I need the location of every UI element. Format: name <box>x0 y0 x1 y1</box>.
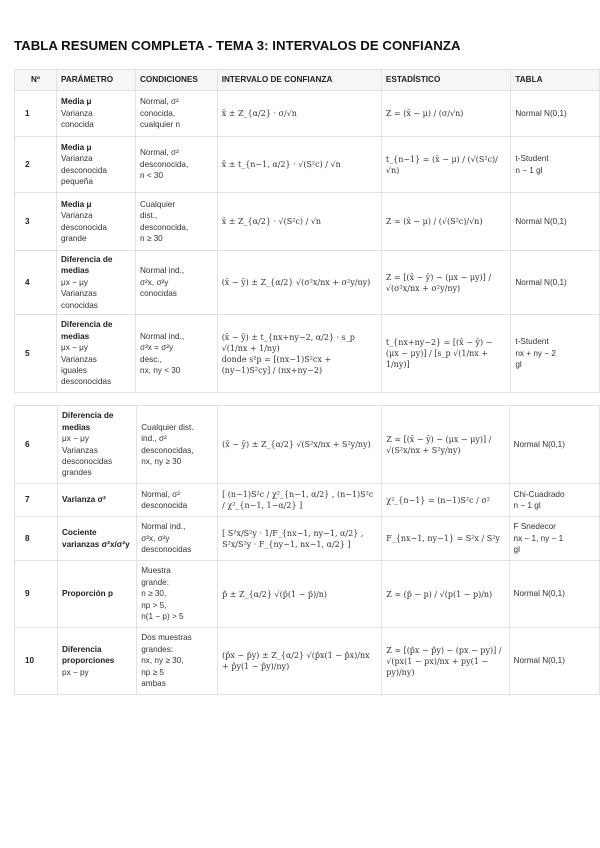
cell-line: Cualquier dist. <box>141 422 194 432</box>
cell-line: nx + ny − 2 <box>515 348 556 358</box>
cell-interval <box>218 561 382 628</box>
cell-stat <box>382 406 509 484</box>
cell-num: 7 <box>15 484 58 517</box>
cell-param <box>58 561 137 628</box>
cell-num: 10 <box>15 628 58 695</box>
cell-num: 2 <box>15 137 57 193</box>
cell-line: Normal ind., <box>141 522 186 532</box>
table-row <box>15 517 600 561</box>
header-param: PARÁMETRO <box>57 70 136 91</box>
param-name: Diferencia de medias <box>61 254 113 276</box>
cell-line: Varianza <box>61 108 93 118</box>
cell-num: 4 <box>15 251 57 315</box>
cell-dist <box>509 628 599 695</box>
cell-line: Z = (x̄ − μ) / (σ/√n) <box>385 109 464 118</box>
param-name: Cociente varianzas σ²x/σ²y <box>62 528 130 549</box>
cell-interval <box>217 251 381 315</box>
cell-line: ind., σ² <box>141 434 167 444</box>
cell-line: desconocidas <box>61 377 112 387</box>
cell-line: Z ≈ (p̂ − p) / √(p(1 − p)/n) <box>386 589 493 599</box>
cell-line: gl <box>513 545 520 555</box>
table-row <box>15 406 600 484</box>
cell-line: pequeña <box>61 176 93 186</box>
header-dist: TABLA <box>511 70 600 91</box>
cell-interval <box>217 315 381 393</box>
cell-line: n < 30 <box>140 171 164 181</box>
cell-num: 3 <box>15 193 57 251</box>
cell-interval <box>218 628 382 695</box>
cell-line: x̄ ± Z_{α/2} · σ/√n <box>221 109 297 118</box>
table-row <box>15 251 600 315</box>
cell-line: Normal N(0,1) <box>515 216 567 226</box>
cell-line: F_{nx−1, ny−1} = S²x / S²y <box>386 534 500 543</box>
cell-num: 1 <box>15 91 57 137</box>
cell-dist <box>509 406 599 484</box>
param-name: Proporción p <box>62 589 113 599</box>
cell-line: grande: <box>141 577 170 587</box>
cell-line: gl <box>515 360 522 370</box>
cell-line: Varianzas <box>62 445 98 455</box>
param-name: Varianza σ² <box>62 495 106 505</box>
cell-line: Z ≈ [(x̄ − ȳ) − (μx − μy)] / √(S²x/nx + S²y/ny) <box>386 434 492 455</box>
cell-line: Varianzas <box>61 289 97 299</box>
cell-line: F Snedecor <box>513 522 556 532</box>
cell-line: μx − μy <box>61 343 88 353</box>
cell-line: p̂ ± Z_{α/2} √(p̂(1 − p̂)/n) <box>222 589 328 599</box>
cell-param <box>57 251 136 315</box>
cell-cond <box>137 561 218 628</box>
cell-param <box>58 406 137 484</box>
cell-line: Normal N(0,1) <box>513 656 565 666</box>
cell-line: desconocida <box>61 222 107 232</box>
table-row <box>15 561 600 628</box>
cell-line: desconocida <box>141 501 188 510</box>
cell-num: 6 <box>15 406 58 484</box>
cell-stat <box>381 193 510 251</box>
cell-cond <box>136 193 218 251</box>
cell-line: desconocida, <box>140 222 189 232</box>
cell-line: Z = [(x̄ − ȳ) − (μx − μy)] / √(σ²x/nx + σ²y/ny) <box>385 272 492 293</box>
param-name: Media μ <box>61 97 92 107</box>
cell-line: Varianzas <box>61 354 97 364</box>
summary-table-part-2 <box>14 405 600 695</box>
table-row <box>15 628 600 695</box>
cell-dist <box>511 193 600 251</box>
header-interval: INTERVALO DE CONFIANZA <box>217 70 381 91</box>
cell-line: Chi-Cuadrado <box>513 489 565 499</box>
cell-line: Varianza <box>61 211 93 221</box>
header-cond: CONDICIONES <box>136 70 218 91</box>
cell-line: n − 1 gl <box>513 501 541 510</box>
cell-line: conocidas <box>140 289 177 299</box>
cell-line: nx, ny ≥ 30 <box>141 456 182 466</box>
cell-dist <box>511 91 600 137</box>
cell-param <box>58 484 137 517</box>
cell-line: n ≥ 30, <box>141 589 167 599</box>
document-title: TABLA RESUMEN COMPLETA - TEMA 3: INTERVALOS DE CONFIANZA <box>14 38 461 53</box>
param-name: Diferencia de medias <box>62 411 114 432</box>
cell-line: Varianza <box>61 154 93 164</box>
cell-line: Dos muestras <box>141 633 192 643</box>
cell-cond <box>136 251 218 315</box>
cell-stat <box>381 251 510 315</box>
cell-param <box>57 137 136 193</box>
cell-line: nx, ny < 30 <box>140 365 181 375</box>
cell-stat <box>381 137 510 193</box>
cell-stat <box>382 628 509 695</box>
cell-stat <box>381 315 510 393</box>
cell-line: t-Student <box>515 154 549 164</box>
cell-param <box>58 628 137 695</box>
cell-line: Z ≈ [(p̂x − p̂y) − (px − py)] / √(px(1 − px)/nx + py(1 − py)/ny) <box>386 645 502 677</box>
table-body-part-2 <box>15 406 600 695</box>
cell-line: [ (n−1)S²c / χ²_{n−1, α/2} , (n−1)S²c / χ²_{n−1, 1−α/2} ] <box>222 490 374 510</box>
cell-interval <box>218 517 382 561</box>
cell-line: np ≥ 5 <box>141 667 164 677</box>
cell-line: Normal, σ² <box>140 97 179 107</box>
cell-line: ambas <box>141 679 166 689</box>
cell-line: Normal N(0,1) <box>513 589 565 599</box>
cell-cond <box>137 484 218 517</box>
table-header-row <box>15 70 600 91</box>
cell-dist <box>511 251 600 315</box>
table-row <box>15 137 600 193</box>
cell-interval <box>217 91 381 137</box>
cell-line: σ²x, σ²y <box>140 277 169 287</box>
cell-line: x̄ ± Z_{α/2} · √(S²c) / √n <box>221 217 322 226</box>
cell-param <box>57 193 136 251</box>
cell-cond <box>137 406 218 484</box>
cell-interval <box>218 484 382 517</box>
cell-line: (x̄ − ȳ) ± t_{nx+ny−2, α/2} · s_p √(1/nx + 1/ny) <box>221 332 355 353</box>
cell-stat <box>381 91 510 137</box>
cell-line: desconocidas <box>141 545 192 555</box>
cell-line: χ²_{n−1} = (n−1)S²c / σ² <box>386 495 490 505</box>
cell-line: (x̄ − ȳ) ± Z_{α/2} √(σ²x/nx + σ²y/ny) <box>221 278 371 287</box>
param-name: Diferencia de medias <box>61 320 113 341</box>
cell-line: conocidas <box>61 300 98 310</box>
cell-line: t_{n−1} = (x̄ − μ) / (√(S²c)/√n) <box>385 154 498 175</box>
cell-interval <box>218 406 382 484</box>
cell-line: σ²x, σ²y <box>141 533 170 543</box>
cell-line: x̄ ± t_{n−1, α/2} · √(S²c) / √n <box>221 160 341 169</box>
cell-line: Z ≈ (x̄ − μ) / (√(S²c)/√n) <box>385 217 483 226</box>
summary-table-part-1 <box>14 69 600 393</box>
cell-line: Muestra <box>141 566 171 576</box>
cell-line: [ S²x/S²y · 1/F_{nx−1, ny−1, α/2} , S²x/S²y · F_{ny−1, nx−1, α/2} ] <box>222 528 364 549</box>
cell-line: dist., <box>140 211 158 221</box>
cell-dist <box>511 137 600 193</box>
cell-line: Normal, σ² <box>141 489 180 499</box>
cell-interval <box>217 137 381 193</box>
cell-line: iguales <box>61 365 87 375</box>
cell-line: n(1 − p) > 5 <box>141 612 184 622</box>
cell-cond <box>136 137 218 193</box>
cell-line: grande <box>61 233 87 243</box>
cell-line: (x̄ − ȳ) ± Z_{α/2} √(S²x/nx + S²y/ny) <box>222 440 371 449</box>
cell-line: nx − 1, ny − 1 <box>513 533 564 543</box>
cell-line: desconocidas, <box>141 445 194 455</box>
cell-num: 8 <box>15 517 58 561</box>
cell-line: Normal N(0,1) <box>513 439 565 449</box>
table-row <box>15 91 600 137</box>
param-name: Media μ <box>61 199 92 209</box>
cell-stat <box>382 484 509 517</box>
cell-line: t_{nx+ny−2} = [(x̄ − ȳ) − (μx − μy)] / [s_p √(1/nx + 1/ny)] <box>385 338 493 369</box>
cell-line: cualquier n <box>140 120 181 130</box>
cell-line: conocida <box>61 120 94 130</box>
cell-line: grandes: <box>141 644 174 654</box>
param-name: Media μ <box>61 142 92 152</box>
cell-param <box>58 517 137 561</box>
table-row <box>15 193 600 251</box>
cell-line: grandes <box>62 468 92 478</box>
cell-line: nx, ny ≥ 30, <box>141 656 184 666</box>
cell-line: desconocidas <box>62 456 113 466</box>
cell-line: Normal, σ² <box>140 148 179 158</box>
cell-dist <box>509 517 599 561</box>
cell-dist <box>509 484 599 517</box>
cell-line: np > 5, <box>141 600 167 610</box>
cell-line: Normal ind., <box>140 266 185 276</box>
cell-stat <box>382 561 509 628</box>
cell-line: Normal N(0,1) <box>515 277 567 287</box>
cell-line: (p̂x − p̂y) ± Z_{α/2} √(p̂x(1 − p̂x)/nx + p̂y(1 − p̂y)/ny) <box>222 651 370 671</box>
header-stat: ESTADÍSTICO <box>381 70 510 91</box>
table-row <box>15 484 600 517</box>
cell-param <box>57 315 136 393</box>
cell-line: desconocida <box>61 165 107 175</box>
cell-line: μx − μy <box>62 434 89 444</box>
table-body-part-1 <box>15 91 600 393</box>
header-num: Nº <box>15 70 57 91</box>
cell-cond <box>137 628 218 695</box>
cell-stat <box>382 517 509 561</box>
cell-line: n − 1 gl <box>515 165 543 175</box>
cell-line: μx − μy <box>61 277 88 287</box>
cell-dist <box>509 561 599 628</box>
cell-line: conocida, <box>140 108 176 118</box>
cell-num: 9 <box>15 561 58 628</box>
cell-line: desc., <box>140 354 162 364</box>
cell-line: Normal ind., <box>140 331 185 341</box>
param-name: Diferencia proporciones <box>62 644 115 666</box>
cell-line: Normal N(0,1) <box>515 108 567 118</box>
cell-param <box>57 91 136 137</box>
table-row <box>15 315 600 393</box>
cell-interval <box>217 193 381 251</box>
cell-dist <box>511 315 600 393</box>
cell-cond <box>137 517 218 561</box>
cell-line: donde s²p = [(nx−1)S²cx + (ny−1)S²cy] / (nx+ny−2) <box>221 354 332 375</box>
cell-line: t-Student <box>515 337 549 347</box>
cell-line: σ²x = σ²y <box>140 343 174 353</box>
cell-cond <box>136 315 218 393</box>
cell-num: 5 <box>15 315 57 393</box>
cell-line: px − py <box>62 667 89 677</box>
cell-line: Cualquier <box>140 199 176 209</box>
cell-line: n ≥ 30 <box>140 233 163 243</box>
cell-line: desconocida, <box>140 159 189 169</box>
cell-cond <box>136 91 218 137</box>
